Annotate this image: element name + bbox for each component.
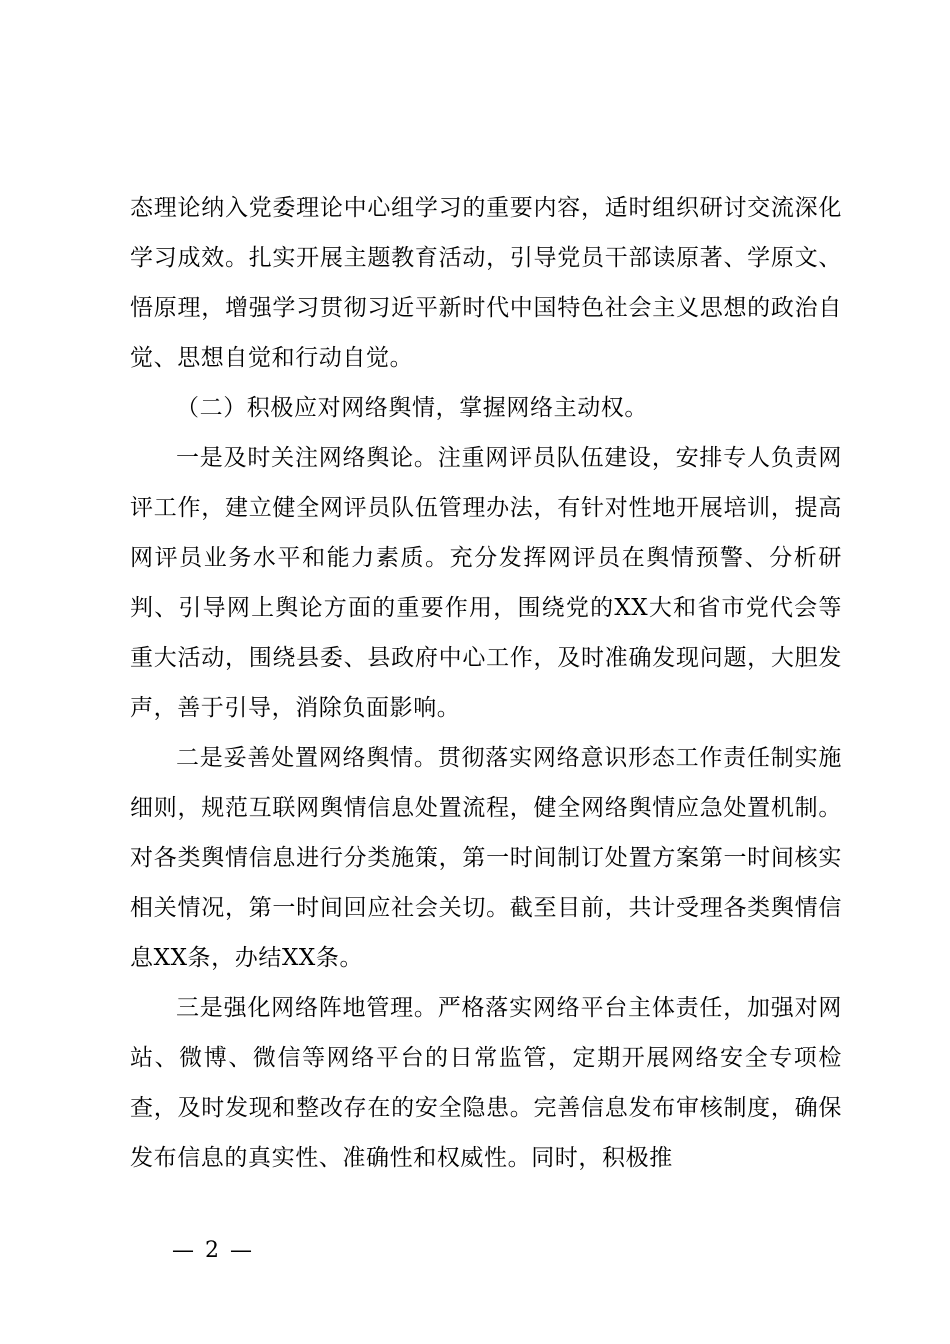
page-number: — 2 — bbox=[172, 1238, 254, 1263]
continuation-paragraph: 态理论纳入党委理论中心组学习的重要内容，适时组织研讨交流深化学习成效。扎实开展主题教育活动，引导党员干部读原著、学原文、悟原理，增强学习贯彻习近平新时代中国特色社会主义思想的政治自觉、思想自觉和行动自觉。 bbox=[130, 195, 842, 371]
document-body bbox=[130, 183, 842, 1183]
body-paragraph-1: 一是及时关注网络舆论。注重网评员队伍建设，安排专人负责网评工作，建立健全网评员队伍管理办法，有针对性地开展培训，提高网评员业务水平和能力素质。充分发挥网评员在舆情预警、分析研判、引导网上舆论方面的重要作用，围绕党的XX大和省市党代会等重大活动，围绕县委、县政府中心工作，及时准确发现问题，大胆发声，善于引导，消除负面影响。 bbox=[130, 445, 842, 721]
body-paragraph-2: 二是妥善处置网络舆情。贯彻落实网络意识形态工作责任制实施细则，规范互联网舆情信息处置流程，健全网络舆情应急处置机制。对各类舆情信息进行分类施策，第一时间制订处置方案第一时间核实相关情况，第一时间回应社会关切。截至目前，共计受理各类舆情信息XX条，办结XX条。 bbox=[130, 745, 842, 971]
body-paragraph-3: 三是强化网络阵地管理。严格落实网络平台主体责任，加强对网站、微博、微信等网络平台的日常监管，定期开展网络安全专项检查，及时发现和整改存在的安全隐患。完善信息发布审核制度，确保发布信息的真实性、准确性和权威性。同时，积极推 bbox=[130, 995, 842, 1171]
section-heading: （二）积极应对网络舆情，掌握网络主动权。 bbox=[176, 395, 648, 421]
